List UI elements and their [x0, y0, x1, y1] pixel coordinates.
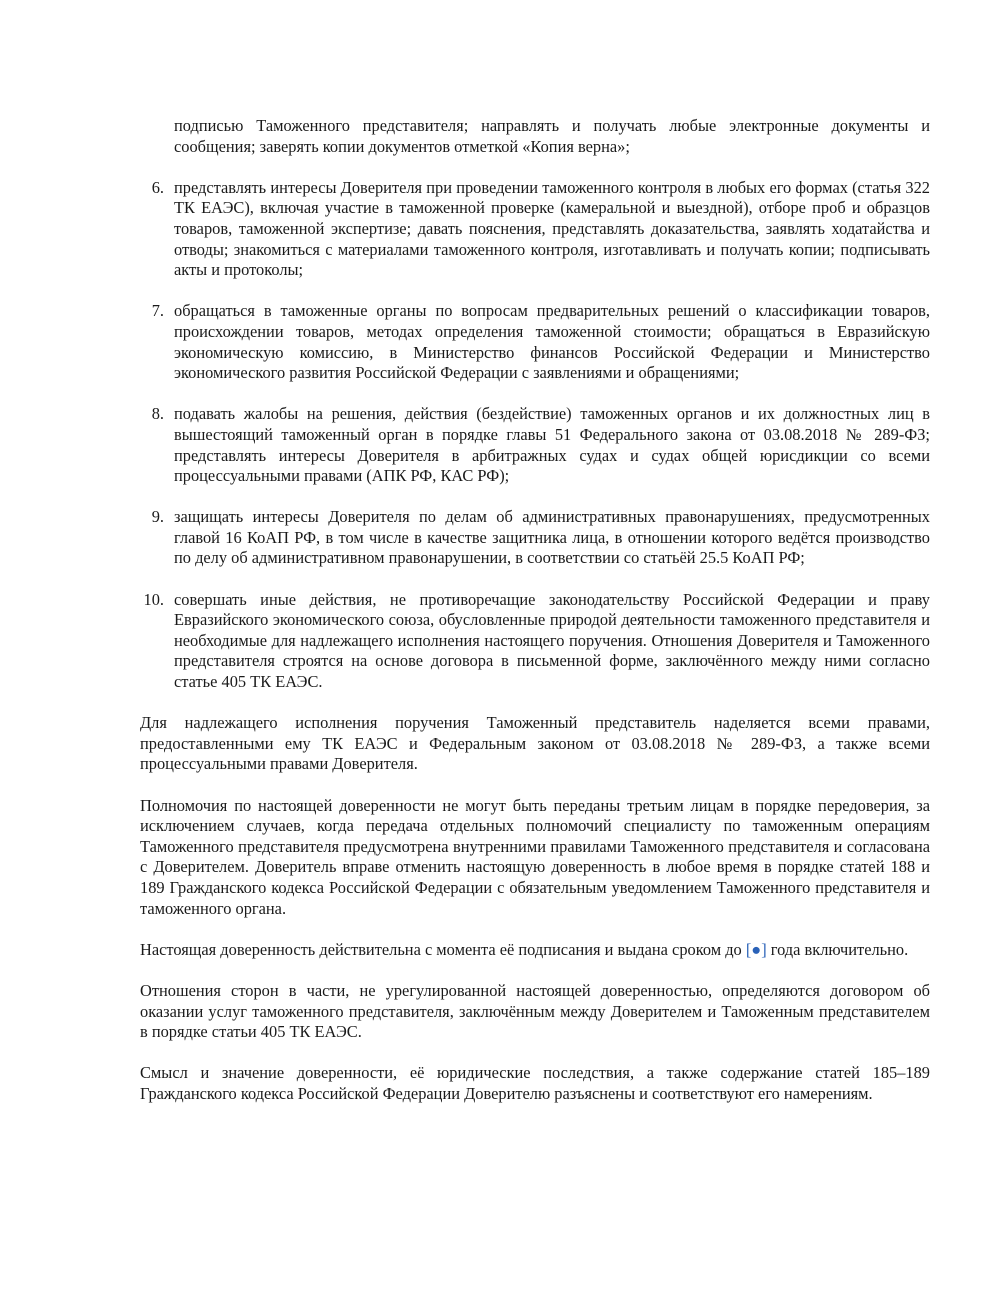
delegation-paragraph: Полномочия по настоящей доверенности не могут быть переданы третьим лицам в порядке передоверия, за исключением случаев, когда передача отдельных полномочий специалисту по таможенным операциям Таможенного представителя предусмотрена внутренними правилами Таможенного представителя и согласована с Доверителем. Доверитель вправе отменить настоящую доверенность в любое время в порядке статей 188 и 189 Гражданского кодекса Российской Федерации с обязательным уведомлением Таможенного представителя и таможенного органа.: [140, 795, 930, 918]
list-item-text: совершать иные действия, не противоречащие законодательству Российской Федерации и праву Евразийского экономического союза, обусловленные природой деятельности таможенного представителя и необходимые для надлежащего исполнения настоящего поручения. Отношения Доверителя и Таможенного представителя строятся на основе договора в письменной форме, заключённого между ними согласно статье 405 ТК ЕАЭС.: [174, 589, 930, 692]
list-item-text: защищать интересы Доверителя по делам об административных правонарушениях, предусмотренных главой 16 КоАП РФ, в том числе в качестве защитника лица, в отношении которого ведётся производство по делу об административном правонарушении, в соответствии со статьёй 25.5 КоАП РФ;: [174, 507, 930, 568]
list-item-text: обращаться в таможенные органы по вопросам предварительных решений о классификации товаров, происхождении товаров, методах определения таможенной стоимости; обращаться в Евразийскую экономическую комиссию, в Министерство финансов Российской Федерации и Министерство экономического развития Российской Федерации с заявлениями и обращениями;: [174, 301, 930, 383]
list-item-number: 6.: [151, 177, 164, 197]
list-item-number: 10.: [143, 589, 164, 609]
list-item: [140, 404, 930, 486]
list-item: [140, 178, 930, 281]
list-item-number: 7.: [151, 301, 164, 321]
validity-text-before: Настоящая доверенность действительна с момента её подписания и выдана сроком до: [140, 939, 746, 959]
list-item: [140, 507, 930, 569]
relations-paragraph: Отношения сторон в части, не урегулированной настоящей доверенностью, определяются договором об оказании услуг таможенного представителя, заключённым между Доверителем и Таможенным представителем в порядке статьи 405 ТК ЕАЭС.: [140, 980, 930, 1042]
validity-date-placeholder: [●]: [745, 939, 767, 959]
validity-text-after: года включительно.: [766, 939, 909, 959]
list-item-number: 8.: [151, 404, 164, 424]
validity-paragraph: [140, 940, 930, 961]
powers-paragraph: Для надлежащего исполнения поручения Таможенный представитель наделяется всеми правами, предоставленными ему ТК ЕАЭС и Федеральным законом от 03.08.2018 № 289-ФЗ, а также всеми процессуальными правами Доверителя.: [140, 713, 930, 774]
document-page: [140, 116, 930, 1105]
list-item-text: подавать жалобы на решения, действия (бездействие) таможенных органов и их должностных лиц в вышестоящий таможенный орган в порядке главы 51 Федерального закона от 03.08.2018 № 289-ФЗ; представлять интересы Доверителя в арбитражных судах и судах общей юрисдикции со всеми процессуальными правами (АПК РФ, КАС РФ);: [174, 404, 930, 486]
powers-list: [140, 178, 930, 693]
list-item-number: 9.: [151, 507, 164, 527]
list-item: [140, 590, 930, 693]
meaning-paragraph: Смысл и значение доверенности, её юридические последствия, а также содержание статей 185–189 Гражданского кодекса Российской Федерации Доверителю разъяснены и соответствуют его намерениям.: [140, 1063, 930, 1103]
list-item-continuation: подписью Таможенного представителя; направлять и получать любые электронные документы и сообщения; заверять копии документов отметкой «Копия верна»;: [174, 116, 930, 156]
list-item-text: представлять интересы Доверителя при проведении таможенного контроля в любых его формах (статья 322 ТК ЕАЭС), включая участие в таможенной проверке (камеральной и выездной), отборе проб и образцов товаров, таможенной экспертизе; давать пояснения, представлять доказательства, заявлять ходатайства и отводы; знакомиться с материалами таможенного контроля, изготавливать и получать копии; подписывать акты и протоколы;: [174, 177, 930, 280]
list-item: [140, 301, 930, 383]
